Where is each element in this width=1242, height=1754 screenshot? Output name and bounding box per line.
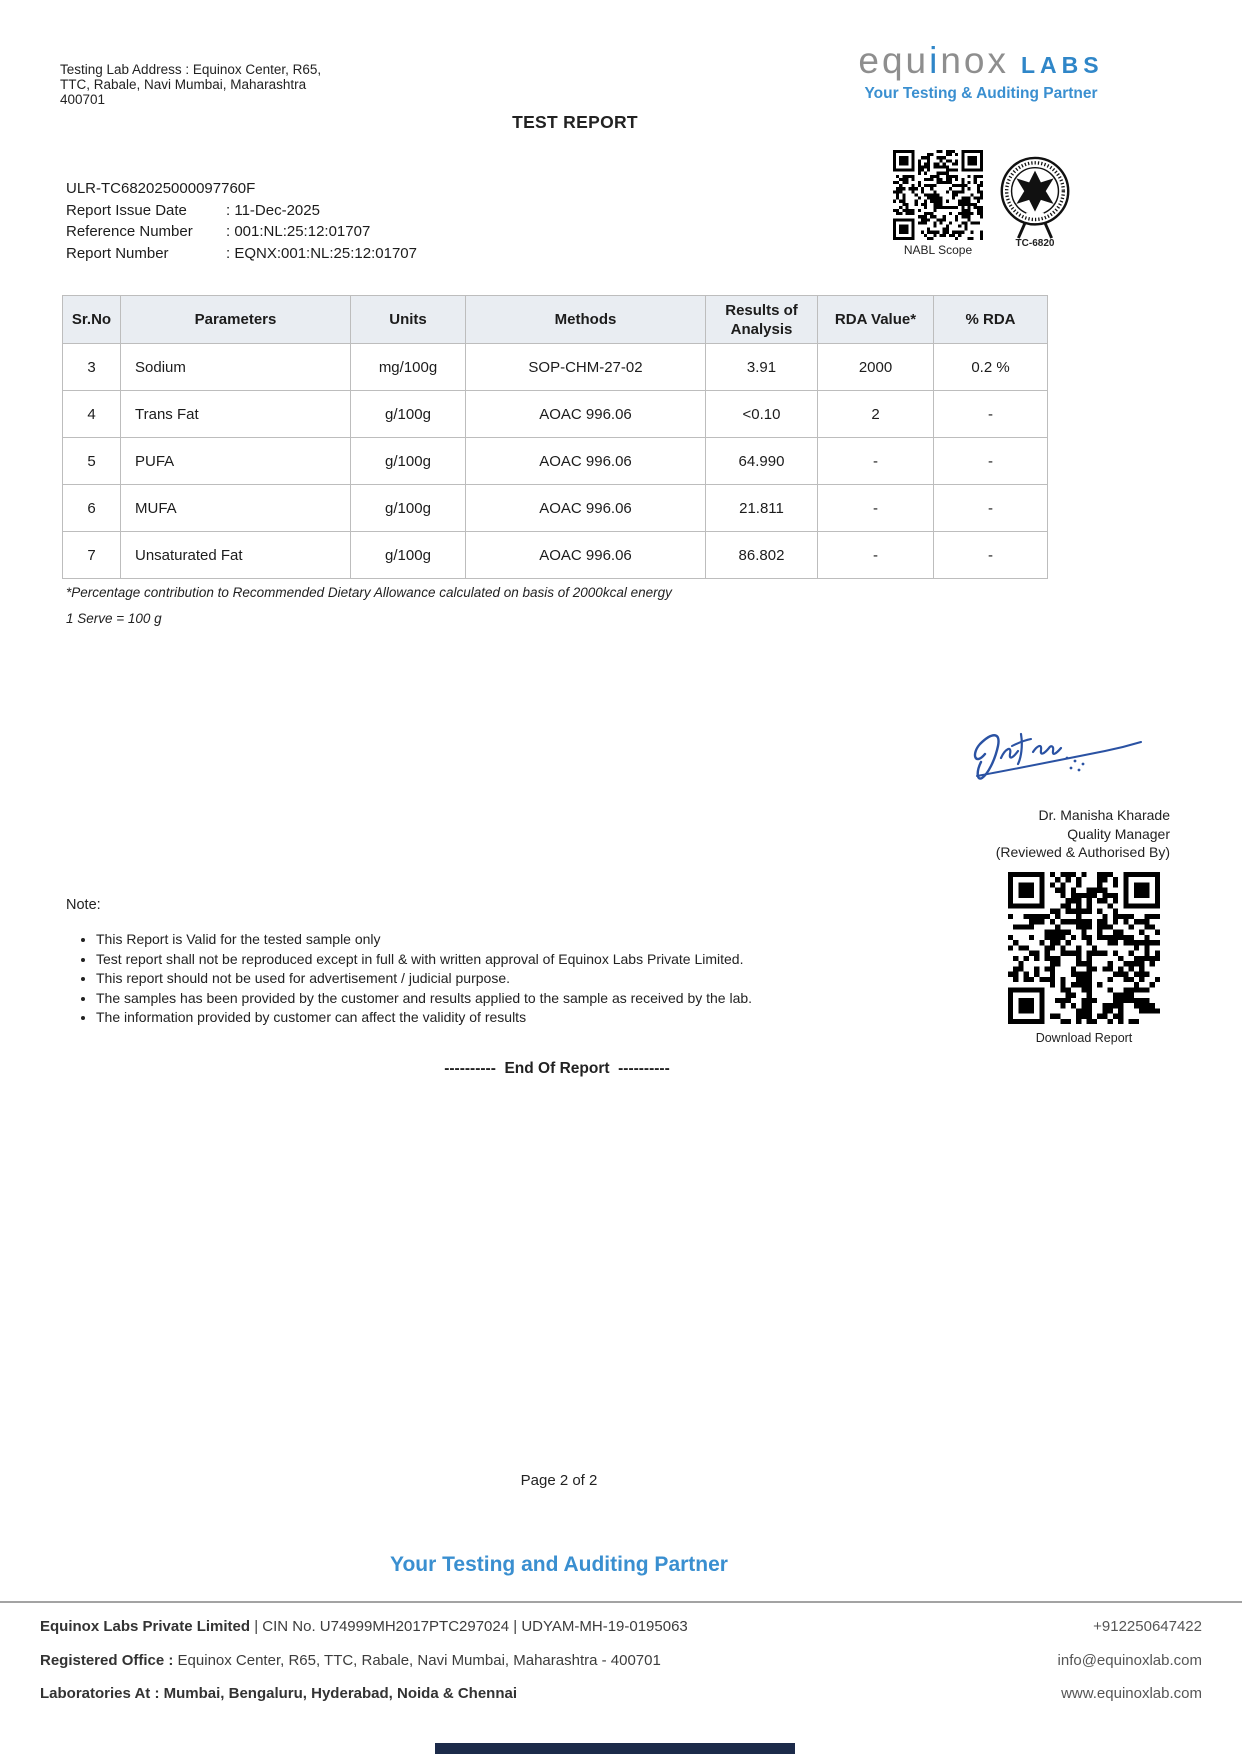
nabl-cert-number: TC-6820	[1015, 238, 1055, 249]
table-cell: -	[818, 438, 934, 485]
table-cell: AOAC 996.06	[466, 438, 706, 485]
table-cell: -	[818, 532, 934, 579]
table-cell: PUFA	[121, 438, 351, 485]
column-header: Parameters	[121, 296, 351, 344]
table-cell: 21.811	[706, 485, 818, 532]
field-value: : 001:NL:25:12:01707	[226, 223, 371, 240]
note-item: • The samples has been provided by the customer and results applied to the sample as received by the lab.	[96, 989, 856, 1009]
table-cell: <0.10	[706, 391, 818, 438]
lab-address	[60, 62, 370, 107]
table-row	[63, 532, 1048, 579]
table-cell: Trans Fat	[121, 391, 351, 438]
table-cell: mg/100g	[351, 344, 466, 391]
logo-wordmark	[850, 40, 1112, 82]
report-number-row	[66, 243, 417, 265]
note-item: • Test report shall not be reproduced except in full & with written approval of Equinox Labs Private Limited.	[96, 950, 856, 970]
table-cell: 2000	[818, 344, 934, 391]
table-cell: 64.990	[706, 438, 818, 485]
lab-address-line: TTC, Rabale, Navi Mumbai, Maharashtra	[60, 77, 307, 92]
table-row	[63, 438, 1048, 485]
table-cell: -	[934, 485, 1048, 532]
note-heading: Note:	[66, 897, 101, 913]
footer-tagline: Your Testing and Auditing Partner	[390, 1553, 728, 1576]
footer-row-company	[40, 1618, 1202, 1635]
table-cell: g/100g	[351, 438, 466, 485]
footer-company-line: Equinox Labs Private Limited | CIN No. U74999MH2017PTC297024 | UDYAM-MH-19-0195063	[40, 1618, 688, 1635]
results-table-body	[63, 344, 1048, 579]
footer-row-office	[40, 1652, 1202, 1669]
lab-address-line: 400701	[60, 92, 106, 107]
table-cell: 5	[63, 438, 121, 485]
field-value: : 11-Dec-2025	[226, 201, 320, 219]
field-label: Reference Number	[66, 223, 193, 240]
signatory-role-note: (Reviewed & Authorised By)	[995, 844, 1170, 860]
footer-row-labs	[40, 1685, 1202, 1702]
note-item: • This report should not be used for advertisement / judicial purpose.	[96, 969, 856, 989]
signature-image	[965, 706, 1150, 784]
signatory-name: Dr. Manisha Kharade	[1038, 807, 1170, 823]
nabl-scope-qr-code	[893, 150, 983, 240]
rda-footnote: *Percentage contribution to Recommended Dietary Allowance calculated on basis of 2000kcal energy	[66, 585, 672, 600]
nabl-accreditation-seal-icon	[995, 154, 1075, 240]
serve-size-note: 1 Serve = 100 g	[66, 611, 162, 626]
field-label: Report Number	[66, 244, 169, 262]
table-cell: 3.91	[706, 344, 818, 391]
header-row	[63, 296, 1048, 344]
table-cell: SOP-CHM-27-02	[466, 344, 706, 391]
results-table	[62, 295, 1048, 579]
table-cell: 2	[818, 391, 934, 438]
reference-number-row	[66, 221, 417, 243]
table-row	[63, 485, 1048, 532]
results-table-header	[63, 296, 1048, 344]
table-cell: 7	[63, 532, 121, 579]
footer-website: www.equinoxlab.com	[1061, 1685, 1202, 1702]
table-cell: Unsaturated Fat	[121, 532, 351, 579]
page-title: TEST REPORT	[512, 112, 638, 132]
field-label: Report Issue Date	[66, 201, 187, 219]
table-cell: AOAC 996.06	[466, 391, 706, 438]
column-header: Methods	[466, 296, 706, 344]
logo-brand-text: equinox	[858, 40, 1009, 81]
nabl-scope-label: NABL Scope	[903, 243, 973, 257]
logo-tagline: Your Testing & Auditing Partner	[864, 85, 1098, 102]
table-cell: 86.802	[706, 532, 818, 579]
ulr-number: ULR-TC682025000097760F	[66, 180, 256, 197]
table-cell: AOAC 996.06	[466, 485, 706, 532]
footer-info	[40, 1618, 1202, 1719]
table-cell: -	[934, 438, 1048, 485]
end-of-report-text: ---------- End Of Report ----------	[444, 1060, 670, 1077]
signatory-designation: Quality Manager	[1067, 825, 1170, 842]
table-cell: 3	[63, 344, 121, 391]
table-cell: -	[934, 532, 1048, 579]
column-header: Units	[351, 296, 466, 344]
field-value: : EQNX:001:NL:25:12:01707	[226, 244, 417, 262]
logo-blue-i: i	[929, 40, 941, 81]
table-cell: Sodium	[121, 344, 351, 391]
equinox-logo	[850, 40, 1112, 103]
note-item: • This Report is Valid for the tested sample only	[96, 930, 856, 950]
bottom-crop-bar	[435, 1743, 795, 1754]
signatory-block	[790, 806, 1170, 862]
table-cell: 6	[63, 485, 121, 532]
table-cell: MUFA	[121, 485, 351, 532]
footer-email: info@equinoxlab.com	[1057, 1651, 1202, 1669]
footer-phone: +912250647422	[1093, 1618, 1202, 1635]
notes-list	[96, 930, 856, 1028]
table-cell: -	[934, 391, 1048, 438]
page-indicator: Page 2 of 2	[520, 1472, 598, 1489]
column-header: RDA Value*	[818, 296, 934, 344]
table-cell: -	[818, 485, 934, 532]
column-header: Results of Analysis	[706, 296, 818, 344]
footer-office-line: Registered Office : Equinox Center, R65, TTC, Rabale, Navi Mumbai, Maharashtra - 400701	[40, 1651, 661, 1669]
table-row	[63, 344, 1048, 391]
table-cell: AOAC 996.06	[466, 532, 706, 579]
table-cell: g/100g	[351, 391, 466, 438]
footer-laboratories-line: Laboratories At : Mumbai, Bengaluru, Hyderabad, Noida & Chennai	[40, 1685, 518, 1702]
download-report-qr-code	[1008, 872, 1160, 1024]
table-row	[63, 391, 1048, 438]
footer-divider	[0, 1601, 1242, 1603]
report-meta	[66, 178, 417, 264]
table-cell: 4	[63, 391, 121, 438]
lab-address-line: Testing Lab Address : Equinox Center, R65,	[60, 62, 322, 77]
column-header: Sr.No	[63, 296, 121, 344]
download-report-label: Download Report	[1035, 1031, 1133, 1045]
report-issue-date-row	[66, 200, 417, 222]
logo-labs-text: LABS	[1021, 52, 1104, 78]
table-cell: 0.2 %	[934, 344, 1048, 391]
table-cell: g/100g	[351, 532, 466, 579]
table-cell: g/100g	[351, 485, 466, 532]
column-header: % RDA	[934, 296, 1048, 344]
note-item: • The information provided by customer can affect the validity of results	[96, 1008, 856, 1028]
